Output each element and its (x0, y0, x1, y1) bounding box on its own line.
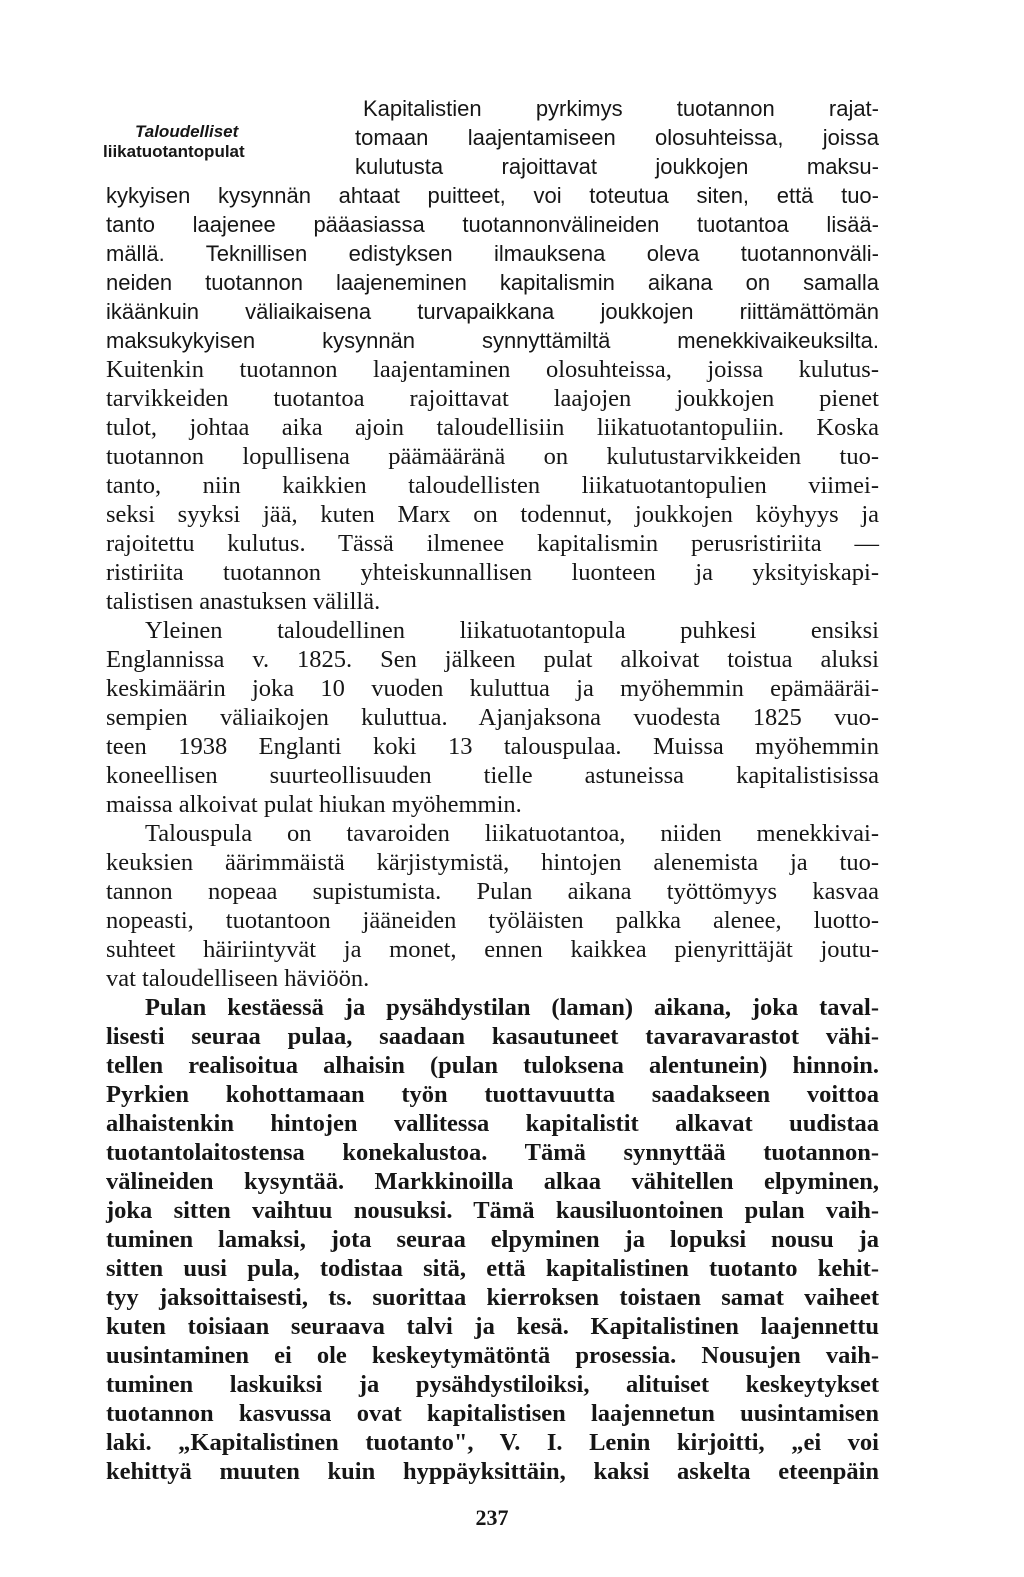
text-line: Kapitalistien pyrkimys tuotannon rajat- (363, 96, 879, 121)
text-line: neiden tuotannon laajeneminen kapitalismin aikana on samalla (106, 270, 879, 295)
text-line: ristiriita tuotannon yhteiskunnallisen luonteen ja yksityiskapi- (106, 559, 879, 586)
text-line: tuotantolaitostensa konekalustoa. Tämä synnyttää tuotannon- (106, 1139, 879, 1166)
text-line: vat taloudelliseen häviöön. (106, 965, 370, 992)
text-line: lisesti seuraa pulaa, saadaan kasautuneet tavaravarastot vähi- (106, 1023, 879, 1050)
text-line: ikäänkuin väliaikaisena turvapaikkana joukkojen riittämättömän (106, 299, 879, 324)
text-line: Pyrkien kohottamaan työn tuottavuutta saadakseen voittoa (106, 1081, 879, 1108)
text-line: maissa alkoivat pulat hiukan myöhemmin. (106, 791, 522, 818)
text-line: tanto laajenee pääasiassa tuotannonvälineiden tuotantoa lisää- (106, 212, 879, 237)
text-line: kehittyä muuten kuin hyppäyksittäin, kaksi askelta eteenpäin (106, 1458, 879, 1485)
page-number: 237 (475, 1505, 509, 1530)
text-line: tannon nopeaa supistumista. Pulan aikana työttömyys kasvaa (106, 878, 879, 905)
text-line: talistisen anastuksen välillä. (106, 588, 381, 615)
text-line: Kuitenkin tuotannon laajentaminen olosuhteissa, joissa kulutus- (106, 356, 879, 383)
margin-heading-line-1: Taloudelliset (135, 122, 239, 141)
margin-heading-line-2: liikatuotantopulat (103, 142, 245, 161)
text-line: kykyisen kysynnän ahtaat puitteet, voi toteutua siten, että tuo- (106, 183, 879, 208)
text-line: tyy jaksoittaisesti, ts. suorittaa kierroksen toistaen samat vaiheet (106, 1284, 879, 1311)
text-line: tuotannon lopullisena päämääränä on kulutustarvikkeiden tuo- (106, 443, 879, 470)
text-line: Englannissa v. 1825. Sen jälkeen pulat alkoivat toistua aluksi (106, 646, 879, 673)
text-line: laki. „Kapitalistinen tuotanto", V. I. Lenin kirjoitti, „ei voi (106, 1429, 879, 1456)
text-line: koneellisen suurteollisuuden tielle astuneissa kapitalistisissa (106, 762, 879, 789)
text-line: mällä. Teknillisen edistyksen ilmauksena oleva tuotannonväli- (106, 241, 879, 266)
text-line: tellen realisoitua alhaisin (pulan tuloksena alentunein) hinnoin. (106, 1052, 879, 1079)
text-line: alhaistenkin hintojen vallitessa kapitalistit alkavat uudistaa (106, 1110, 879, 1137)
text-line: joka sitten vaihtuu nousuksi. Tämä kausiluontoinen pulan vaih- (106, 1197, 879, 1224)
margin-heading (103, 122, 313, 162)
text-line: suhteet häiriintyvät ja monet, ennen kaikkea pienyrittäjät joutu- (106, 936, 879, 963)
text-line: sempien väliaikojen kuluttua. Ajanjaksona vuodesta 1825 vuo- (106, 704, 879, 731)
text-line: tuminen laskuiksi ja pysähdystiloiksi, alituiset keskeytykset (106, 1371, 879, 1398)
text-line: sitten uusi pula, todistaa sitä, että kapitalistinen tuotanto kehit- (106, 1255, 879, 1282)
text-line: keuksien äärimmäistä kärjistymistä, hintojen alenemista ja tuo- (106, 849, 879, 876)
text-line: tulot, johtaa aika ajoin taloudellisiin liikatuotantopuliin. Koska (106, 414, 879, 441)
text-line: tanto, niin kaikkien taloudellisten liikatuotantopulien viimei- (106, 472, 879, 499)
text-line: teen 1938 Englanti koki 13 talouspulaa. Muissa myöhemmin (106, 733, 879, 760)
text-line: kulutusta rajoittavat joukkojen maksu- (355, 154, 879, 179)
text-line: keskimäärin joka 10 vuoden kuluttua ja myöhemmin epämääräi- (106, 675, 879, 702)
text-line: tarvikkeiden tuotantoa rajoittavat laajojen joukkojen pienet (106, 385, 879, 412)
text-line: tuminen lamaksi, jota seuraa elpyminen ja lopuksi nousu ja (106, 1226, 879, 1253)
text-line: nopeasti, tuotantoon jääneiden työläisten palkka alenee, luotto- (106, 907, 879, 934)
text-line: uusintaminen ei ole keskeytymätöntä prosessia. Nousujen vaih- (106, 1342, 879, 1369)
text-line: Yleinen taloudellinen liikatuotantopula puhkesi ensiksi (145, 617, 879, 644)
text-line: tomaan laajentamiseen olosuhteissa, joissa (355, 125, 879, 150)
text-line: välineiden kysyntää. Markkinoilla alkaa vähitellen elpyminen, (106, 1168, 879, 1195)
text-line: maksukykyisen kysynnän synnyttämiltä menekkivaikeuksilta. (106, 328, 879, 353)
text-line: tuotannon kasvussa ovat kapitalistisen laajennetun uusintamisen (106, 1400, 879, 1427)
text-line: kuten toisiaan seuraava talvi ja kesä. Kapitalistinen laajennettu (106, 1313, 879, 1340)
text-line: Talouspula on tavaroiden liikatuotantoa, niiden menekkivai- (145, 820, 879, 847)
text-line: Pulan kestäessä ja pysähdystilan (laman) aikana, joka taval- (145, 994, 879, 1021)
text-line: seksi syyksi jää, kuten Marx on todennut, joukkojen köyhyys ja (106, 501, 879, 528)
text-line: rajoitettu kulutus. Tässä ilmenee kapitalismin perusristiriita — (106, 530, 879, 557)
